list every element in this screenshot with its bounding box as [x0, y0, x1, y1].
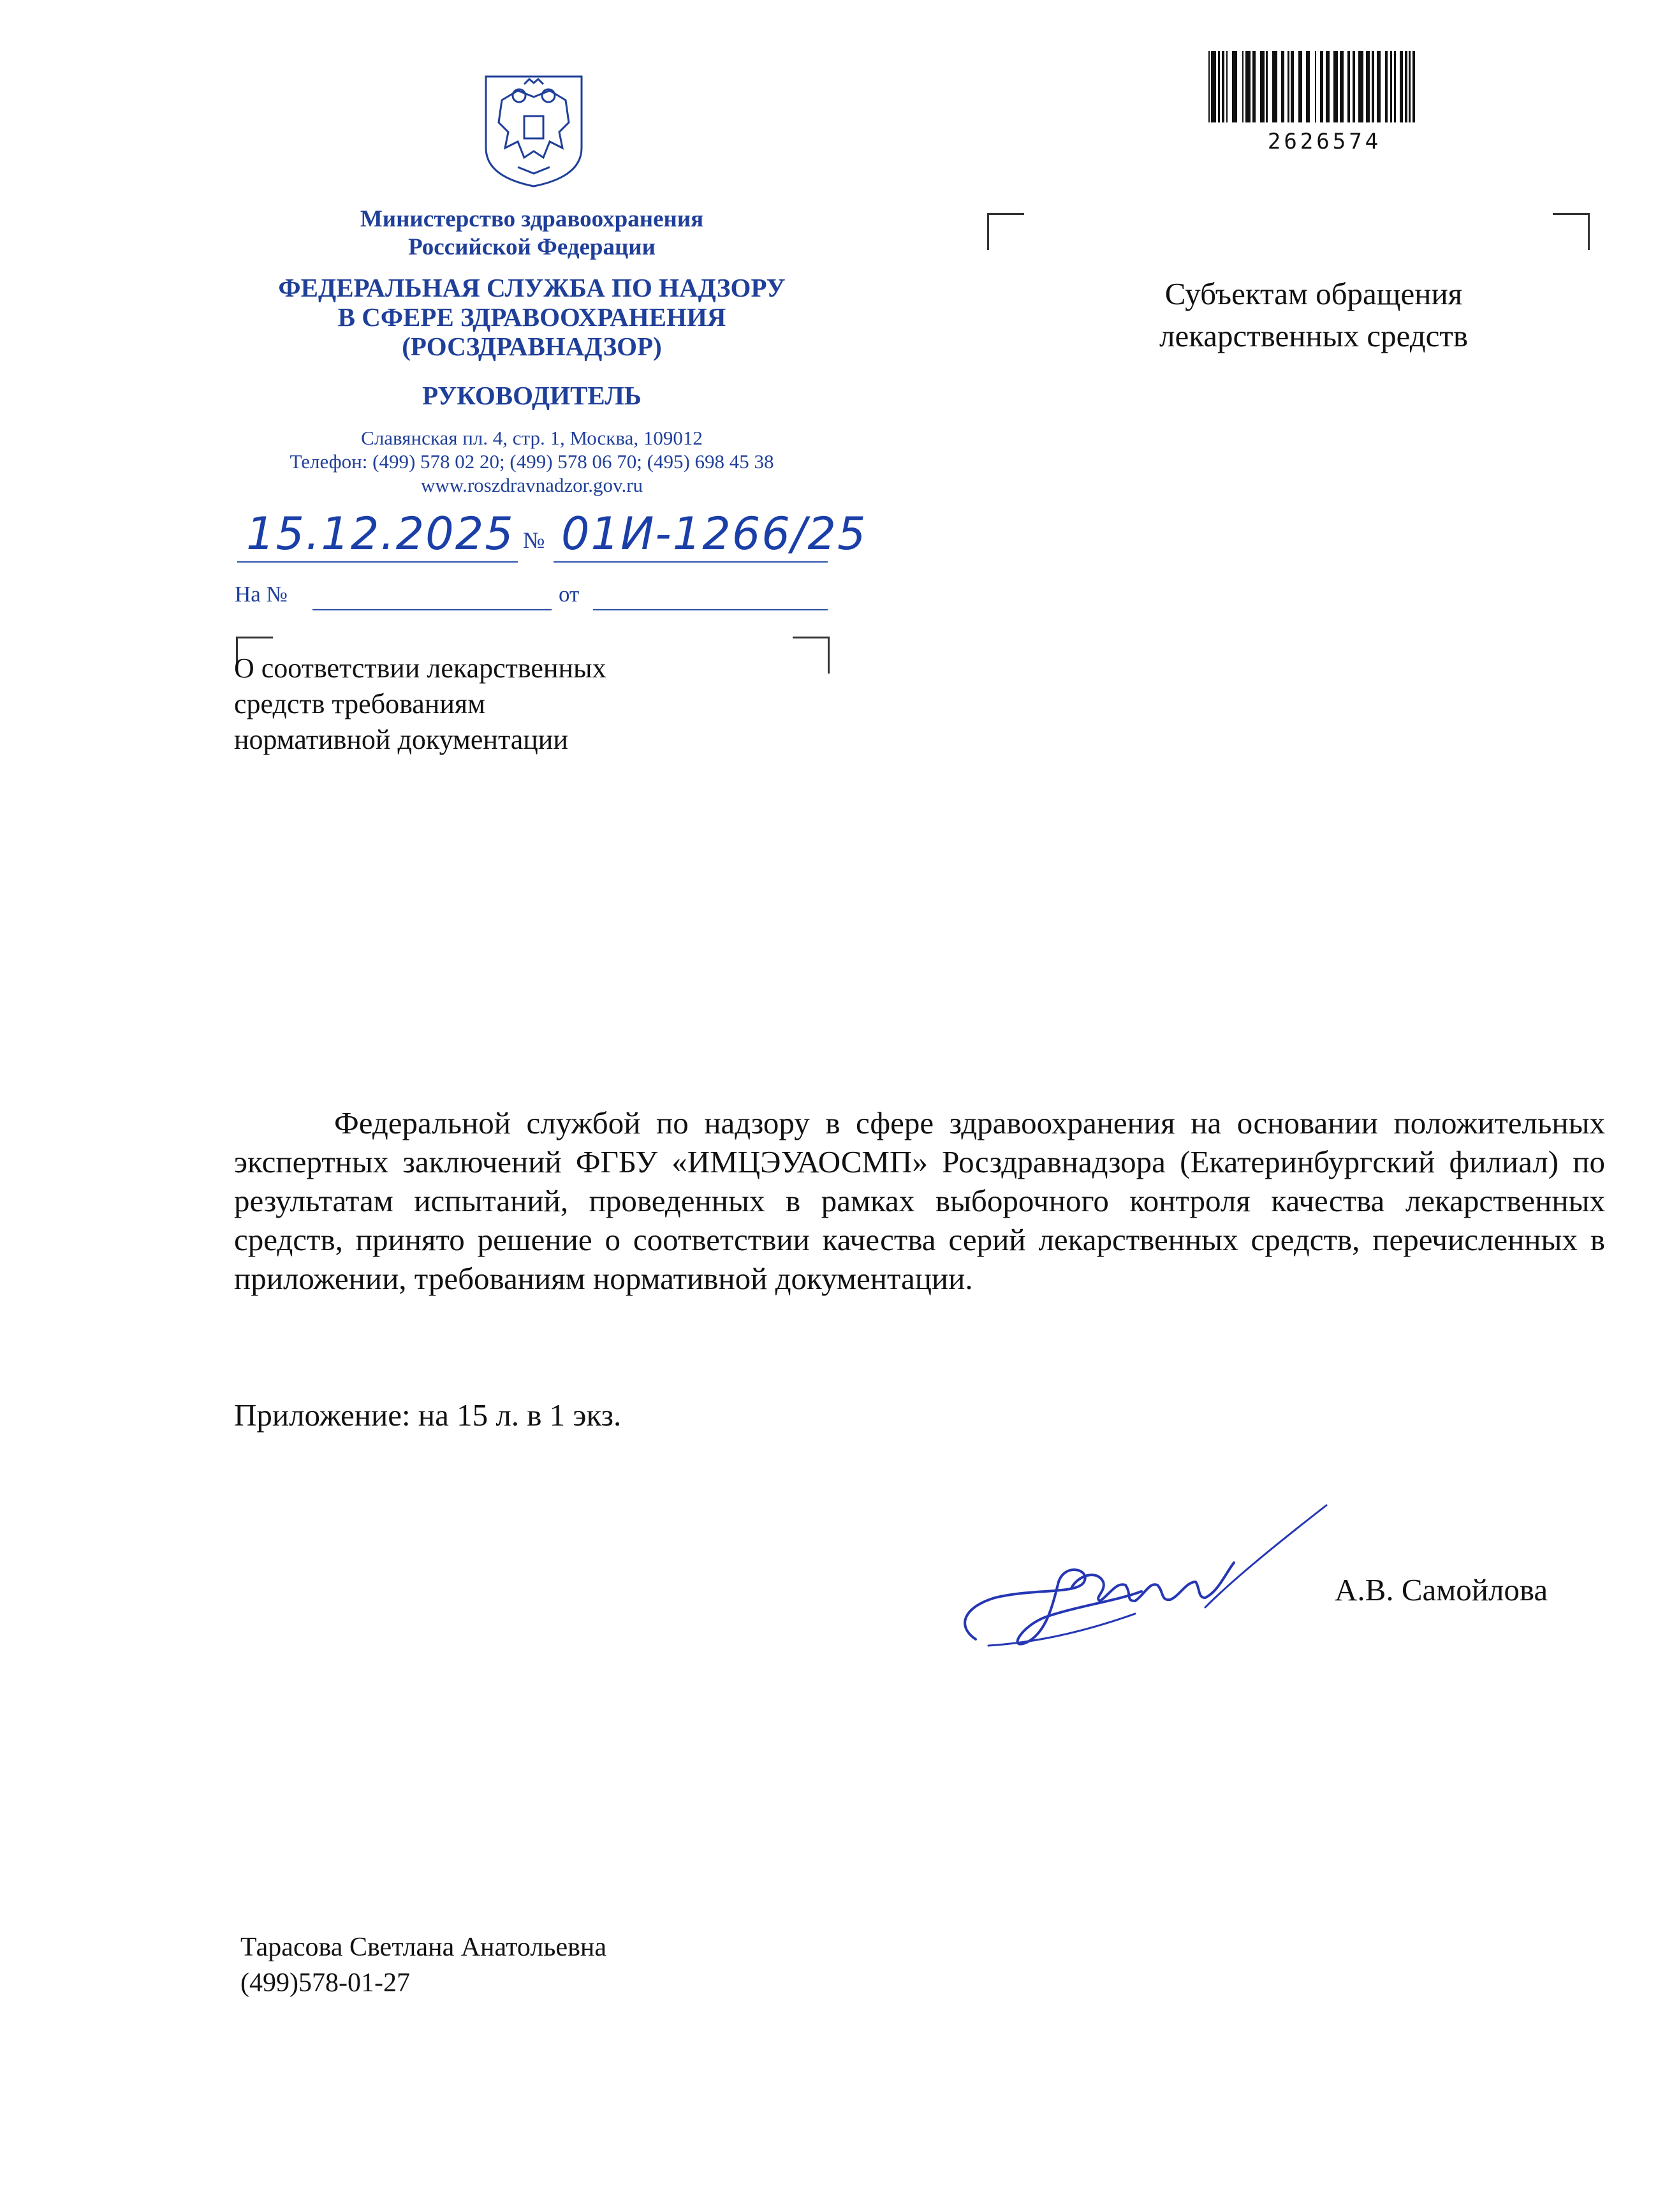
barcode-bar — [1232, 51, 1237, 122]
ministry-line-2: Российской Федерации — [408, 234, 656, 260]
website: www.roszdravnadzor.gov.ru — [420, 474, 643, 496]
subject-line-2: средств требованиям — [234, 688, 485, 719]
contact-block — [213, 426, 851, 497]
barcode-bar — [1385, 51, 1388, 122]
barcode-bar — [1252, 51, 1256, 122]
barcode-bar — [1400, 51, 1403, 122]
reply-to-underline — [312, 609, 552, 610]
coat-of-arms-emblem — [480, 71, 588, 189]
from-underline — [593, 609, 828, 610]
barcode-bar — [1333, 51, 1338, 122]
barcode — [1208, 51, 1419, 154]
head-title: РУКОВОДИТЕЛЬ — [422, 381, 642, 410]
service-name — [213, 273, 851, 361]
barcode-bar — [1266, 51, 1268, 122]
barcode-bar — [1281, 51, 1284, 122]
barcode-bars — [1208, 51, 1419, 137]
barcode-bar — [1242, 51, 1244, 122]
barcode-number: 2626574 — [1267, 129, 1382, 154]
body-paragraph: Федеральной службой по надзору в сфере здравоохранения на основании положительных экспертных заключений ФГБУ «ИМЦЭУАОСМП» Росздравнадзора (Екатеринбургский филиал) по результатам испытаний, проведенных в рамках выборочного контроля качества лекарственных средств, принято решение о соответствии качества серий лекарственных средств, перечисленных в приложении, требованиям нормативной документации. — [234, 1105, 1605, 1296]
barcode-bar — [1291, 51, 1294, 122]
ministry-name — [213, 205, 851, 262]
barcode-bar — [1405, 51, 1407, 122]
barcode-bar — [1208, 51, 1210, 122]
barcode-bar — [1390, 51, 1392, 122]
barcode-bar — [1353, 51, 1355, 122]
barcode-bar — [1315, 51, 1316, 122]
recipient-line-2: лекарственных средств — [1159, 318, 1468, 353]
barcode-bar — [1226, 51, 1228, 122]
registration-date: 15.12.2025 — [246, 508, 515, 560]
service-line-2: В СФЕРЕ ЗДРАВООХРАНЕНИЯ — [337, 302, 726, 332]
number-underline — [554, 561, 828, 563]
subject-line-1: О соответствии лекарственных — [234, 653, 606, 684]
subject — [234, 651, 744, 758]
barcode-bar — [1347, 51, 1350, 122]
number-sign: № — [523, 527, 545, 553]
barcode-bar — [1218, 51, 1220, 122]
barcode-bar — [1272, 51, 1277, 122]
recipient — [1090, 273, 1537, 357]
barcode-bar — [1298, 51, 1302, 122]
barcode-bar — [1222, 51, 1224, 122]
barcode-bar — [1288, 51, 1289, 122]
barcode-bar — [1245, 51, 1251, 122]
from-label: от — [559, 582, 580, 607]
service-line-3: (РОСЗДРАВНАДЗОР) — [402, 332, 662, 361]
barcode-bar — [1394, 51, 1396, 122]
ministry-line-1: Министерство здравоохранения — [360, 206, 704, 232]
registration-number: 01И-1266/25 — [561, 508, 867, 560]
barcode-bar — [1340, 51, 1344, 122]
reply-to-label: На № — [235, 582, 288, 607]
barcode-bar — [1306, 51, 1310, 122]
barcode-bar — [1320, 51, 1323, 122]
phones: Телефон: (499) 578 02 20; (499) 578 06 70; (495) 698 45 38 — [290, 450, 774, 473]
barcode-bar — [1260, 51, 1265, 122]
date-underline — [237, 561, 518, 563]
barcode-bar — [1326, 51, 1330, 122]
service-line-1: ФЕДЕРАЛЬНАЯ СЛУЖБА ПО НАДЗОРУ — [278, 273, 786, 302]
address: Славянская пл. 4, стр. 1, Москва, 109012 — [361, 427, 703, 449]
recipient-corner-left — [987, 213, 1024, 250]
executor-phone: (499)578-01-27 — [240, 1968, 410, 1998]
barcode-bar — [1412, 51, 1415, 122]
attachment-note: Приложение: на 15 л. в 1 экз. — [234, 1397, 622, 1433]
barcode-bar — [1409, 51, 1411, 122]
recipient-line-1: Субъектам обращения — [1164, 276, 1463, 311]
recipient-corner-right — [1553, 213, 1590, 250]
barcode-bar — [1358, 51, 1363, 122]
barcode-bar — [1377, 51, 1381, 122]
signer-name: А.В. Самойлова — [1335, 1572, 1548, 1607]
barcode-bar — [1372, 51, 1374, 122]
executor-name: Тарасова Светлана Анатольевна — [240, 1933, 607, 1962]
subject-line-3: нормативной документации — [234, 724, 568, 755]
barcode-bar — [1366, 51, 1370, 122]
handwritten-signature — [950, 1486, 1346, 1665]
executor-block — [240, 1929, 606, 2001]
barcode-bar — [1211, 51, 1216, 122]
subject-corner-right — [793, 637, 830, 674]
